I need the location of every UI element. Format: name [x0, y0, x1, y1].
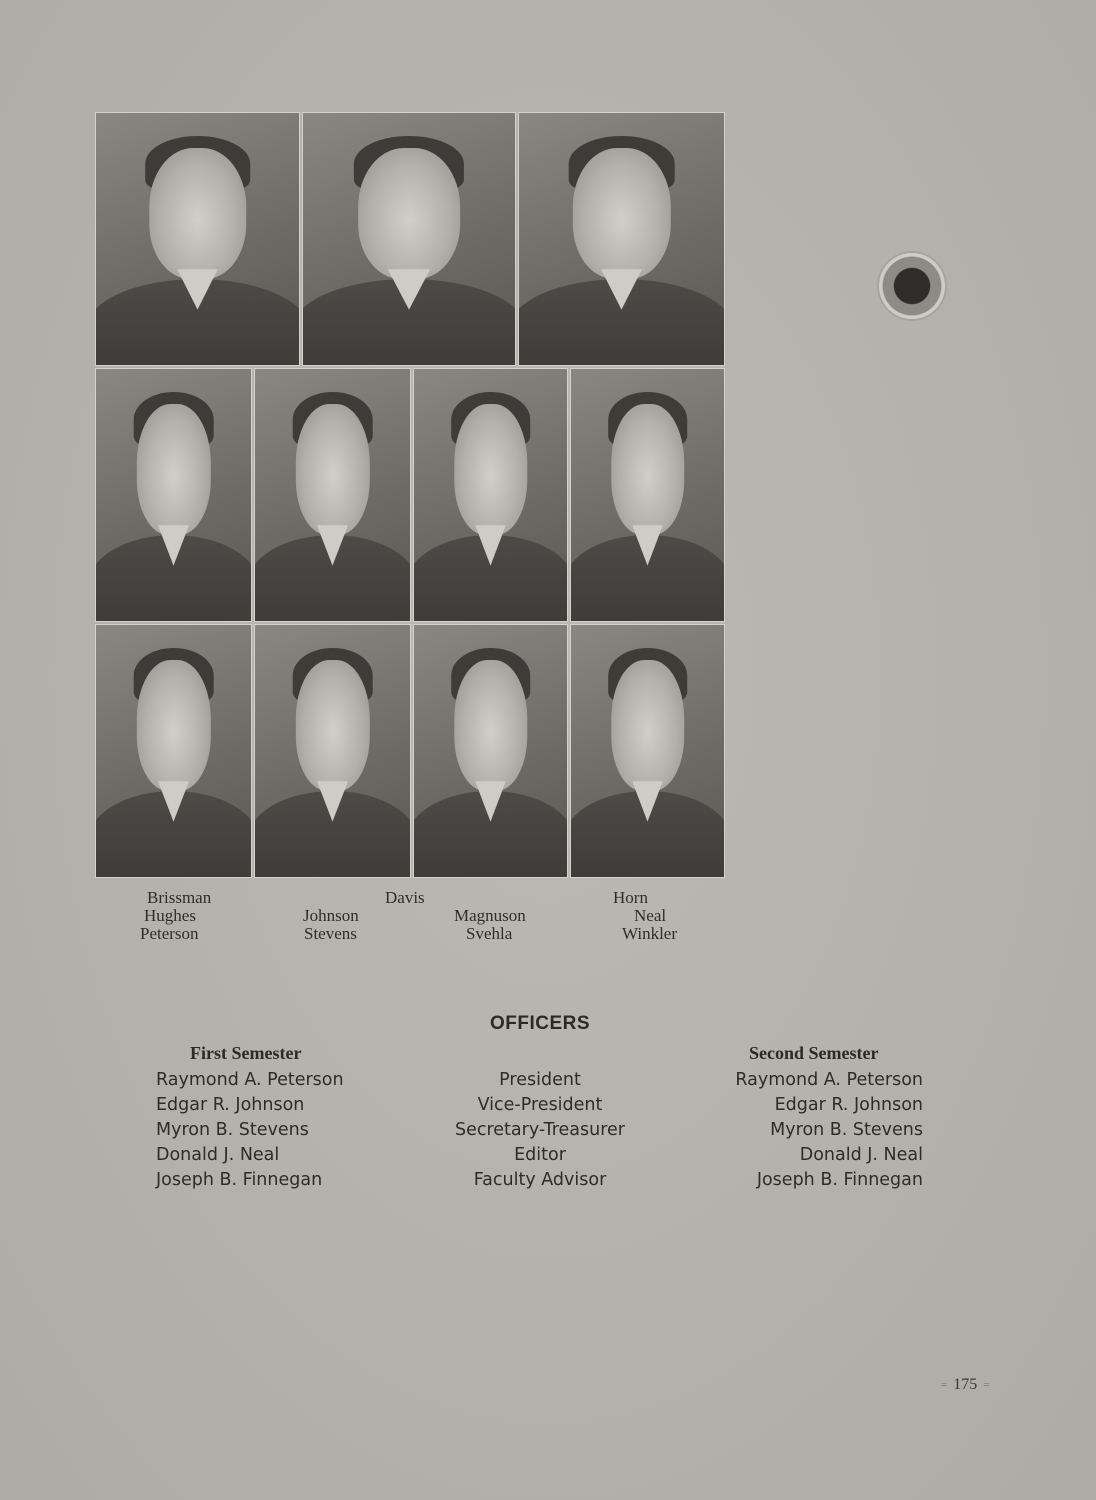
position-label: Faculty Advisor [473, 1170, 607, 1190]
officer-name: Donald J. Neal [799, 1145, 923, 1165]
portrait-photo [254, 368, 411, 622]
ornament-dot-icon: = [941, 1379, 948, 1392]
officer-name: Donald J. Neal [156, 1145, 280, 1165]
officer-name: Joseph B. Finnegan [756, 1170, 923, 1190]
officer-name: Joseph B. Finnegan [156, 1170, 323, 1190]
name-label: Hughes [144, 906, 196, 925]
position-label: Vice-President [477, 1095, 603, 1115]
portrait-photo [413, 368, 568, 622]
portrait-photo [570, 624, 725, 878]
officer-name: Myron B. Stevens [156, 1120, 309, 1140]
officer-name: Raymond A. Peterson [156, 1070, 344, 1090]
officer-name: Edgar R. Johnson [156, 1095, 305, 1115]
name-label: Brissman [147, 888, 212, 907]
officer-positions [430, 1068, 650, 1193]
name-label: Winkler [622, 924, 678, 943]
page-number [935, 1376, 995, 1394]
officer-name: Edgar R. Johnson [774, 1095, 923, 1115]
portrait-photo [254, 624, 411, 878]
name-label: Johnson [303, 906, 359, 925]
name-label: Svehla [466, 924, 513, 943]
portrait-photo [95, 624, 252, 878]
portrait-photo [570, 368, 725, 622]
first-semester-heading: First Semester [190, 1043, 302, 1063]
position-label: President [499, 1070, 581, 1090]
name-label: Horn [613, 888, 648, 907]
name-label: Davis [385, 888, 425, 907]
portrait-photo [95, 368, 252, 622]
name-label: Stevens [304, 924, 357, 943]
officer-name: Raymond A. Peterson [735, 1070, 923, 1090]
portrait-photo [518, 112, 725, 366]
position-label: Secretary-Treasurer [454, 1120, 625, 1140]
ornament-dot-icon: = [983, 1379, 990, 1392]
officer-name: Myron B. Stevens [770, 1120, 923, 1140]
name-label: Magnuson [454, 906, 526, 925]
second-semester-heading: Second Semester [749, 1043, 879, 1063]
portrait-photo [302, 112, 516, 366]
position-label: Editor [514, 1145, 566, 1165]
first-semester-officers [156, 1068, 344, 1193]
portrait-names [95, 888, 735, 948]
fraternity-emblem-icon [879, 253, 945, 319]
name-label: Peterson [140, 924, 199, 943]
officers-heading: OFFICERS [489, 1013, 591, 1034]
second-semester-officers [735, 1068, 923, 1193]
page-number-value: 175 [953, 1376, 978, 1393]
portrait-grid [95, 112, 725, 878]
portrait-photo [413, 624, 568, 878]
name-label: Neal [634, 906, 667, 925]
portrait-photo [95, 112, 300, 366]
